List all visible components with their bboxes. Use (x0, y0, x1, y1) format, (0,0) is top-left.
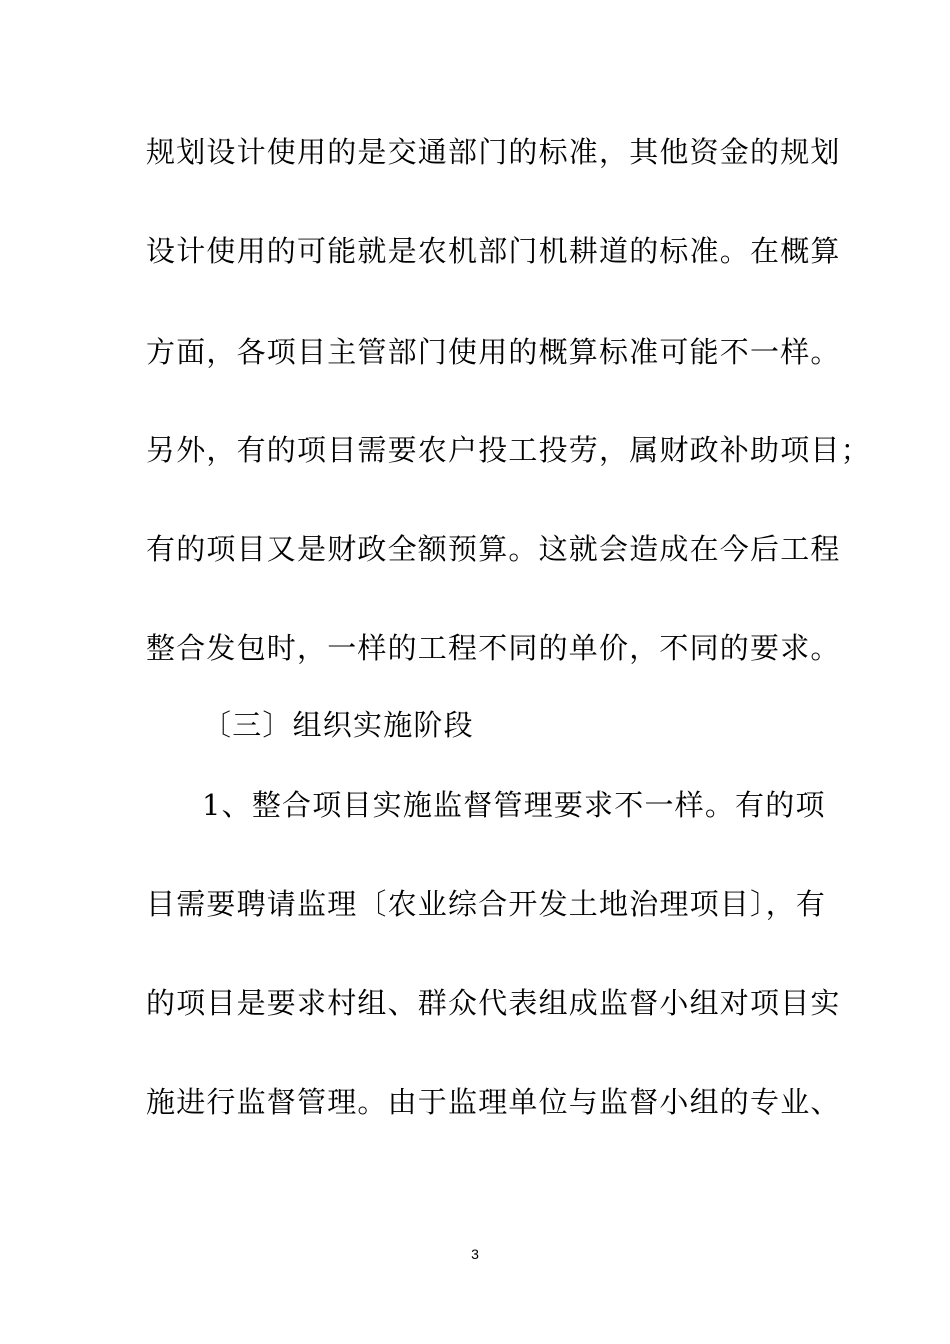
body-text-line: 另外，有的项目需要农户投工投劳，属财政补助项目； (146, 433, 871, 467)
body-text-line: 设计使用的可能就是农机部门机耕道的标准。在概算 (146, 234, 841, 268)
body-text-line: 目需要聘请监理〔农业综合开发土地治理项目〕，有 (146, 887, 827, 921)
body-text-line: 的项目是要求村组、群众代表组成监督小组对项目实 (146, 986, 841, 1020)
page-number: 3 (471, 1246, 479, 1262)
body-text-line: 1、整合项目实施监督管理要求不一样。有的项 (202, 788, 826, 822)
body-text-line: 规划设计使用的是交通部门的标准，其他资金的规划 (146, 135, 841, 169)
body-text-line: 整合发包时，一样的工程不同的单价，不同的要求。 (146, 631, 841, 665)
body-text-line: 方面，各项目主管部门使用的概算标准可能不一样。 (146, 335, 841, 369)
body-text-line: 有的项目又是财政全额预算。这就会造成在今后工程 (146, 532, 841, 566)
body-text-line: 施进行监督管理。由于监理单位与监督小组的专业、 (146, 1085, 841, 1119)
section-heading: 〔三〕组织实施阶段 (202, 708, 474, 742)
